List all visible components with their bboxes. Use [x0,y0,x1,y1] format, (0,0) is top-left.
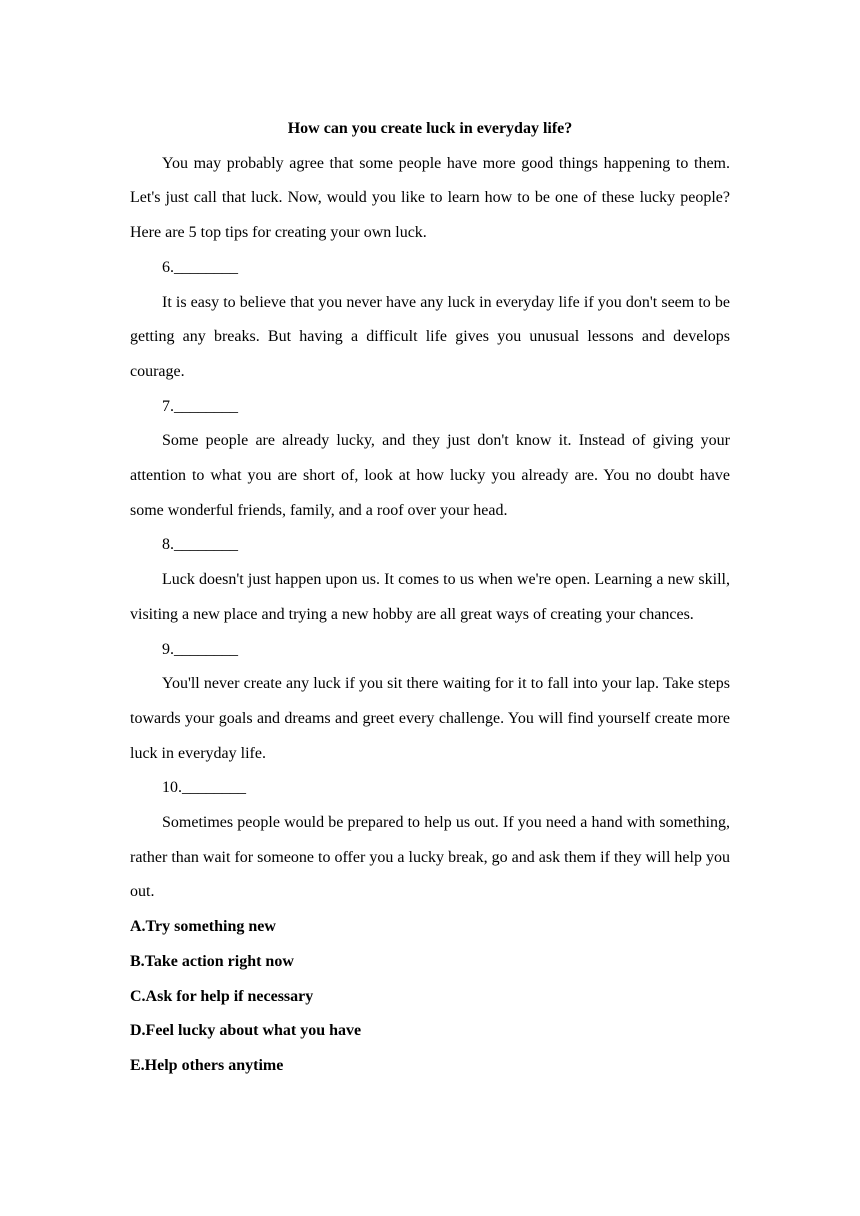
option-b: B.Take action right now [130,952,294,970]
option-a: A.Try something new [130,918,276,936]
section-paragraph-7: Some people are already lucky, and they just don't know it. Instead of giving your attention to what you are short of, look at how lucky you already are. You no doubt have some wonderful friends, family, and a roof over your head. [130,432,730,519]
option-e: E.Help others anytime [130,1056,284,1074]
document-title: How can you create luck in everyday life? [287,120,573,137]
intro-paragraph: You may probably agree that some people have more good things happening to them. Let's just call that luck. Now, would you like to learn how to be one of these lucky people? Here are 5 top tips for creating your own luck. [130,154,730,242]
question-blank-10: 10.________ [162,779,246,797]
document-page [130,112,730,1084]
section-paragraph-9: You'll never create any luck if you sit there waiting for it to fall into your lap. Take steps towards your goals and dreams and greet every challenge. You will find yourself create more luck in everyday life. [130,675,730,762]
question-blank-6: 6.________ [162,258,238,276]
question-blank-7: 7.________ [162,397,238,415]
section-paragraph-8: Luck doesn't just happen upon us. It comes to us when we're open. Learning a new skill, visiting a new place and trying a new hobby are all great ways of creating your chances. [130,571,730,623]
question-blank-9: 9.________ [162,640,238,658]
section-paragraph-10: Sometimes people would be prepared to help us out. If you need a hand with something, rather than wait for someone to offer you a lucky break, go and ask them if they will help you out. [130,814,730,901]
option-d: D.Feel lucky about what you have [130,1022,362,1040]
question-blank-8: 8.________ [162,536,238,554]
option-c: C.Ask for help if necessary [130,987,314,1005]
section-paragraph-6: It is easy to believe that you never have any luck in everyday life if you don't seem to be getting any breaks. But having a difficult life gives you unusual lessons and develops courage. [130,293,730,380]
